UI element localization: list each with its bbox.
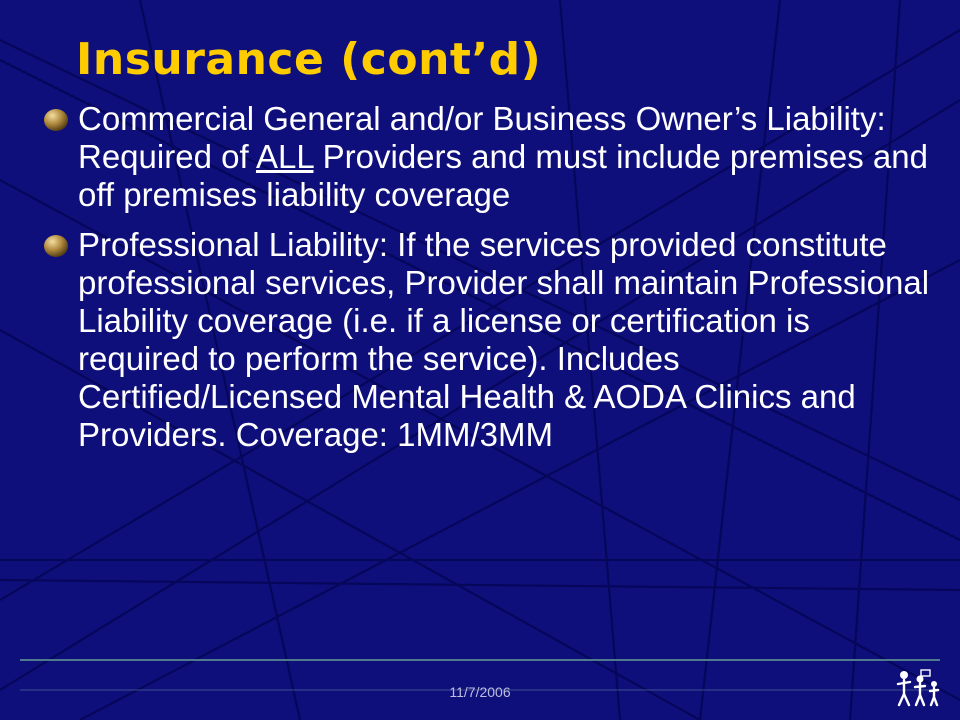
bullet-text-before: Commercial General and/or Business Owner’s Liability: Required of (78, 100, 886, 175)
bullet-item-general-liability (40, 100, 930, 214)
family-logo-icon (893, 668, 945, 708)
slide-title: Insurance (cont’d) (76, 34, 542, 85)
bullet-item-professional-liability (40, 226, 930, 454)
footer-date: 11/7/2006 (449, 684, 511, 700)
bronze-sphere-icon (40, 234, 72, 258)
bullet-text: Professional Liability: If the services provided constitute professional services, Provider shall maintain Professional Liability coverage (i.e. if a license or certification is required to perform the service). Includes Certified/Licensed Mental Health & AODA Clinics and Providers. Coverage: 1MM/3MM (78, 226, 930, 453)
bullet-text-emphasis: ALL (255, 138, 314, 175)
bullet-text-after: Providers and must include premises and off premises liability coverage (78, 138, 928, 213)
bullet-list (40, 100, 930, 454)
bronze-sphere-icon (40, 108, 72, 132)
